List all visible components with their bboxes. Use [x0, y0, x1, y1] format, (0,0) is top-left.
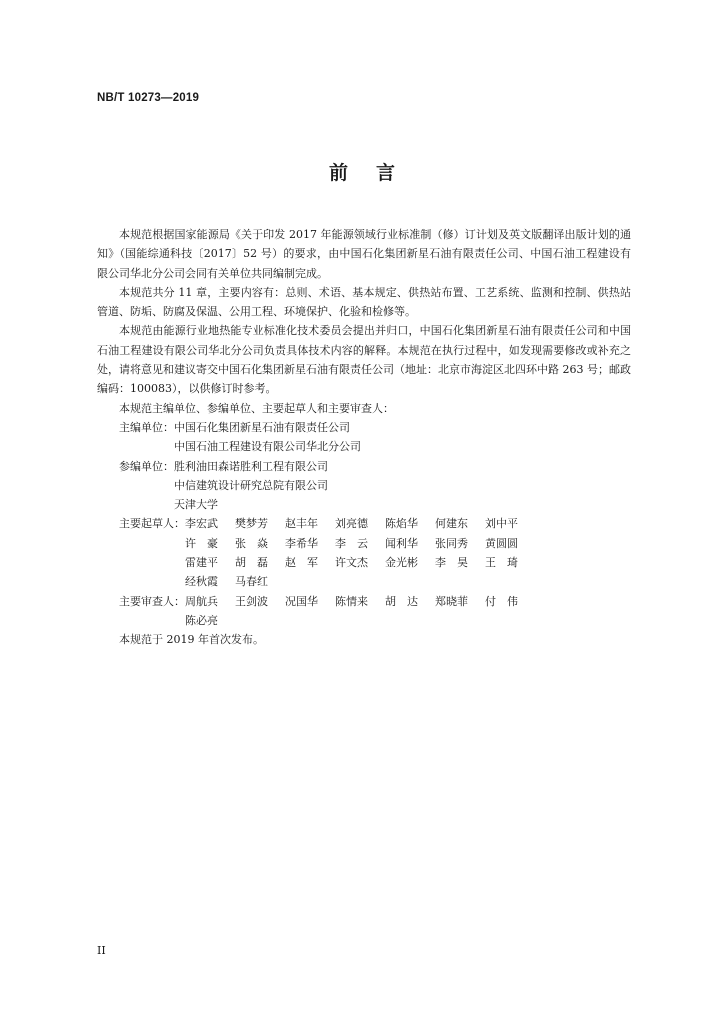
- reviewer-name: 陈情来: [335, 594, 368, 608]
- chief-unit-2: 中国石油工程建设有限公司华北分公司: [174, 440, 361, 454]
- drafters-label: 主要起草人：: [119, 517, 185, 531]
- reviewer-name: 陈必亮: [185, 613, 218, 627]
- drafter-name: 张 焱: [235, 536, 268, 550]
- paragraph-responsibility: 本规范由能源行业地热能专业标准化技术委员会提出并归口，中国石化集团新星石油有限责任公司和中国石油工程建设有限公司华北分公司负责具体技术内容的解释。本规范在执行过程中，如发现需要修改或补充之处，请将意见和建议寄交中国石化集团新星石油有限责任公司（地址：北京市海淀区北四环中路 263 号；邮政编码：100083），以供修订时参考。: [97, 324, 631, 396]
- drafter-name: 刘亮德: [335, 517, 368, 531]
- drafter-name: 赵丰年: [285, 517, 318, 531]
- drafter-name: 许 豪: [185, 536, 218, 550]
- participating-unit-3: 天津大学: [174, 498, 218, 512]
- drafter-name: 李希华: [285, 536, 318, 550]
- drafter-name: 雷建平: [185, 556, 218, 570]
- drafter-name: 经秋霞: [185, 575, 218, 589]
- participating-unit-row: [97, 476, 631, 495]
- participating-unit-2: 中信建筑设计研究总院有限公司: [174, 478, 328, 492]
- reviewer-name: 周航兵: [185, 594, 218, 608]
- drafter-name: 樊梦芳: [235, 517, 268, 531]
- reviewer-name: 胡 达: [385, 594, 418, 608]
- paragraph-contents: 本规范共分 11 章，主要内容有：总则、术语、基本规定、供热站布置、工艺系统、监测和控制、供热站管道、防垢、防腐及保温、公用工程、环境保护、化验和检修等。: [97, 285, 631, 319]
- reviewers-list: [185, 592, 535, 631]
- participating-unit-1: 胜利油田森诺胜利工程有限公司: [174, 459, 328, 473]
- participating-unit-row: [97, 495, 631, 514]
- drafter-name: 胡 磊: [235, 556, 268, 570]
- paragraph-basis: 本规范根据国家能源局《关于印发 2017 年能源领域行业标准制（修）订计划及英文版翻译出版计划的通知》（国能综通科技〔2017〕52 号）的要求，由中国石化集团新星石油有限责任公司、中国石油工程建设有限公司华北分公司会同有关单位共同编制完成。: [97, 228, 631, 280]
- drafter-name: 闻利华: [385, 536, 418, 550]
- reviewer-name: 付 伟: [485, 594, 518, 608]
- standard-code: NB/T 10273—2019: [97, 92, 200, 104]
- page-title: 前言: [328, 162, 423, 184]
- drafter-name: 赵 军: [285, 556, 318, 570]
- drafter-name: 许文杰: [335, 556, 368, 570]
- drafters-row: [97, 514, 631, 591]
- chief-unit-row: [97, 418, 631, 437]
- release-note: 本规范于 2019 年首次发布。: [119, 633, 264, 647]
- chief-unit-row: [97, 437, 631, 456]
- reviewers-label: 主要审查人：: [119, 594, 185, 608]
- drafter-name: 王 琦: [485, 556, 518, 570]
- drafters-list: [185, 514, 535, 591]
- drafter-name: 何建东: [435, 517, 468, 531]
- reviewer-name: 况国华: [285, 594, 318, 608]
- drafter-name: 李 云: [335, 536, 368, 550]
- drafter-name: 黄圆圆: [485, 536, 518, 550]
- drafter-name: 李宏武: [185, 517, 218, 531]
- reviewers-row: [97, 592, 631, 631]
- drafter-name: 马春红: [235, 575, 268, 589]
- participating-unit-row: [97, 457, 631, 476]
- reviewer-name: 郑晓菲: [435, 594, 468, 608]
- chief-units-label: 主编单位：: [119, 420, 174, 434]
- drafter-name: 陈焰华: [385, 517, 418, 531]
- drafter-name: 李 昊: [435, 556, 468, 570]
- participating-units-label: 参编单位：: [119, 459, 174, 473]
- preface-body: [97, 225, 631, 650]
- drafter-name: 刘中平: [485, 517, 518, 531]
- chief-unit-1: 中国石化集团新星石油有限责任公司: [174, 420, 350, 434]
- paragraph-units-intro: 本规范主编单位、参编单位、主要起草人和主要审查人：: [119, 401, 394, 415]
- reviewer-name: 王剑波: [235, 594, 268, 608]
- drafter-name: 金光彬: [385, 556, 418, 570]
- drafter-name: 张同秀: [435, 536, 468, 550]
- page-number: II: [97, 944, 106, 957]
